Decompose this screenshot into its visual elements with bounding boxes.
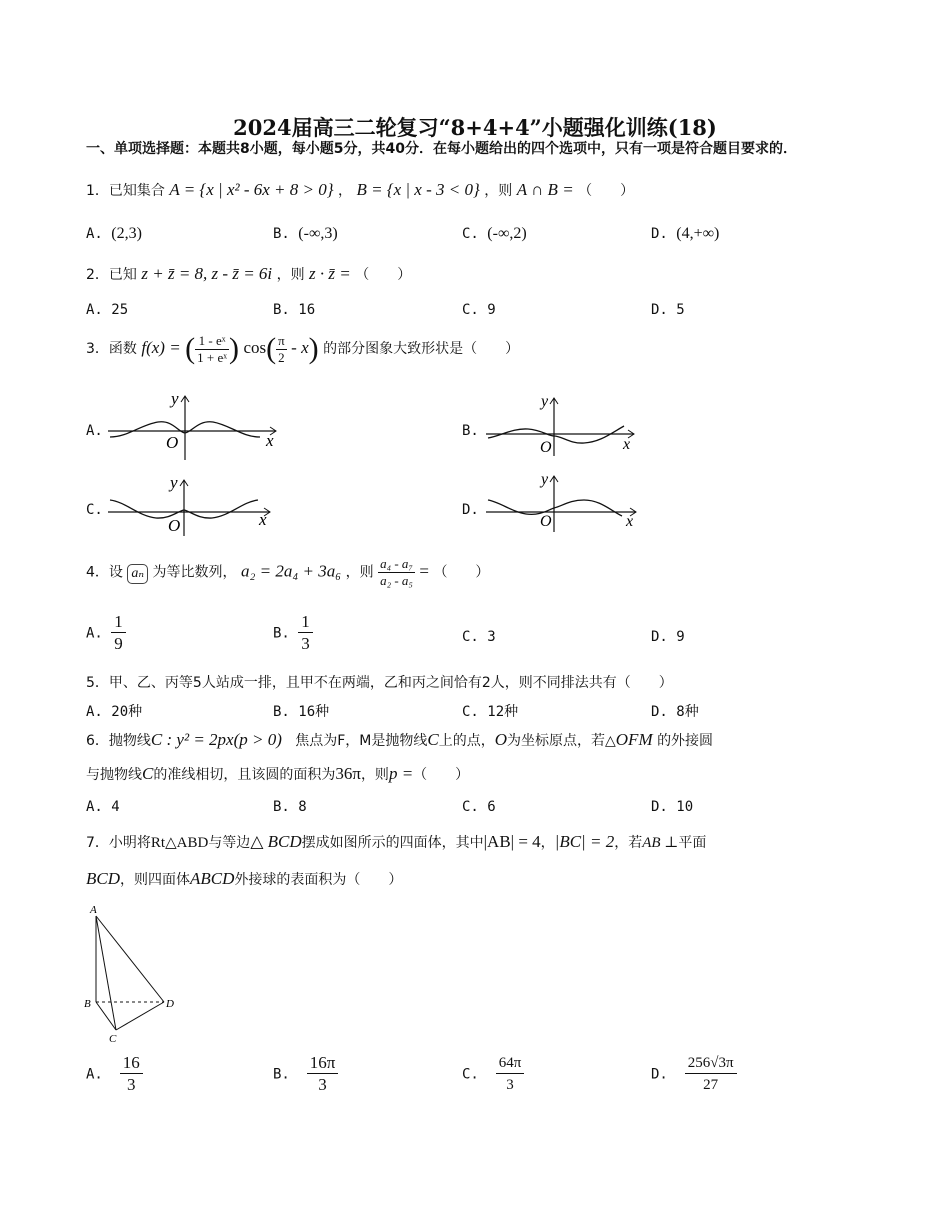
option-label: B. xyxy=(273,799,290,815)
option-label: B. xyxy=(273,226,290,242)
q4-numerator: a₄ - a₇ xyxy=(380,556,413,571)
q4-option-c[interactable] xyxy=(462,629,496,645)
option-label: D. xyxy=(651,799,668,815)
q7-line2b: ，则四面体 xyxy=(120,872,190,888)
q7-comma: ， xyxy=(540,835,555,851)
q6-ask: p = xyxy=(388,764,414,783)
q1-option-b[interactable] xyxy=(273,225,338,243)
numerator: 1 xyxy=(111,612,126,633)
option-label: D. xyxy=(651,226,668,242)
q2-option-d[interactable] xyxy=(651,302,685,318)
numerator: 16π xyxy=(307,1053,339,1074)
option-label: B. xyxy=(273,704,290,720)
x-label: x xyxy=(626,513,634,530)
numerator: 64π xyxy=(496,1053,525,1074)
numerator: 256√3π xyxy=(685,1053,737,1074)
q7-option-a[interactable] xyxy=(86,1053,143,1096)
q3-option-c[interactable]: C. xyxy=(86,502,103,518)
q7-option-d[interactable] xyxy=(651,1053,737,1096)
y-label: y xyxy=(171,389,179,408)
q6-part4: 的外接圆 xyxy=(657,733,714,749)
option-value: (4,+∞) xyxy=(676,225,720,242)
option-label: C. xyxy=(462,799,479,815)
origin-label: O xyxy=(540,439,552,456)
q3-graph-b xyxy=(486,392,641,457)
option-fraction xyxy=(120,1053,143,1096)
denominator: 3 xyxy=(318,1075,327,1094)
q6-area: 36π xyxy=(335,764,361,783)
option-label: A. xyxy=(86,1066,103,1083)
q3-option-a[interactable]: A. xyxy=(86,423,103,439)
edge-cd xyxy=(116,1002,164,1030)
option-value: 5 xyxy=(676,302,685,318)
question-7-line-1 xyxy=(86,832,706,852)
q6-option-b[interactable] xyxy=(273,799,307,815)
option-label: A. xyxy=(86,226,103,242)
q2-option-b[interactable] xyxy=(273,302,315,318)
option-fraction xyxy=(111,612,126,655)
vertex-b-label: B xyxy=(84,998,91,1010)
option-label: C. xyxy=(462,302,479,318)
q3-function: f(x) = xyxy=(141,338,181,357)
option-fraction xyxy=(307,1053,339,1096)
q6-option-c[interactable] xyxy=(462,799,496,815)
option-label: B. xyxy=(273,302,290,318)
q1-blank: （ ） xyxy=(578,183,635,199)
option-value: (2,3) xyxy=(111,225,142,242)
vertex-c-label: C xyxy=(109,1033,117,1045)
q3-lead: 3．函数 xyxy=(86,341,137,357)
q3-rest: 的部分图象大致形状是（ ） xyxy=(323,341,520,357)
numerator: 16 xyxy=(120,1053,143,1074)
option-value: (-∞,3) xyxy=(298,225,338,242)
q2-ask: z · z̄ = xyxy=(309,264,351,283)
q5-option-c[interactable] xyxy=(462,701,518,721)
q3-pi-fraction xyxy=(276,333,287,366)
denominator: 3 xyxy=(506,1077,514,1093)
question-5: 5．甲、乙、丙等5人站成一排，且甲不在两端，乙和丙之间恰有2人，则不同排法共有（ ） xyxy=(86,675,673,691)
option-label: A. xyxy=(86,625,103,642)
q7-abcd: ABCD xyxy=(190,869,235,888)
q7-part1: 与等边 xyxy=(208,835,251,851)
q4-fraction xyxy=(378,556,415,589)
q1-comma: ， xyxy=(337,183,352,199)
q6-line2b: 的准线相切，且该圆的面积为 xyxy=(153,767,336,783)
option-value: 9 xyxy=(487,302,496,318)
q7-ab: |AB| = 4 xyxy=(483,832,541,851)
question-4 xyxy=(86,556,489,589)
q7-part2: 摆成如图所示的四面体，其中 xyxy=(301,835,484,851)
q3-minus-x: - x xyxy=(291,338,309,357)
q6-part2: 上的点， xyxy=(438,733,495,749)
q4-mid: 为等比数列， xyxy=(152,564,237,581)
q3-right-paren: ) xyxy=(229,332,239,365)
q1-option-c[interactable] xyxy=(462,225,527,243)
q6-part3: 为坐标原点，若△ xyxy=(507,733,616,749)
q3-cos-right-paren: ) xyxy=(308,332,319,365)
option-label: D. xyxy=(651,704,668,720)
q6-curve: C : y² = 2px(p > 0) xyxy=(150,730,282,749)
q6-line2c: ，则 xyxy=(360,767,389,783)
q4-option-d[interactable] xyxy=(651,629,685,645)
denominator: 27 xyxy=(703,1077,719,1093)
q4-lead: 4．设 xyxy=(86,564,123,581)
numerator: 1 xyxy=(298,612,313,633)
option-label: C. xyxy=(462,1066,479,1083)
q6-lead: 6．抛物线 xyxy=(86,733,151,749)
origin-label: O xyxy=(540,513,552,530)
q1-option-a[interactable] xyxy=(86,225,142,243)
page-title: 2024届高三二轮复习“8+4+4”小题强化训练(18) xyxy=(233,115,717,140)
option-value: 25 xyxy=(111,302,129,318)
question-7-line-2 xyxy=(86,869,402,889)
q4-sequence: aₙ xyxy=(127,564,148,584)
y-label: y xyxy=(541,393,549,410)
q4-then: ，则 xyxy=(345,564,374,581)
q3-option-d[interactable]: D. xyxy=(462,502,479,518)
curve xyxy=(488,500,622,516)
q6-ofm: OFM xyxy=(615,730,653,749)
q7-option-b[interactable] xyxy=(273,1053,338,1096)
option-value: 10 xyxy=(676,799,694,815)
q6-option-d[interactable] xyxy=(651,799,693,815)
denominator: 3 xyxy=(301,634,310,653)
q1-set-b: B = {x | x - 3 < 0} xyxy=(356,180,480,199)
q2-blank: （ ） xyxy=(355,267,412,283)
q4-option-b[interactable] xyxy=(273,612,313,655)
option-value: 8 xyxy=(298,799,307,815)
q6-o: O xyxy=(494,730,507,749)
question-3 xyxy=(86,332,519,366)
q6-option-a[interactable] xyxy=(86,799,120,815)
q7-tri2: △ BCD xyxy=(250,832,302,851)
option-label: B. xyxy=(273,1066,290,1083)
option-value: (-∞,2) xyxy=(487,225,527,242)
option-value: 12种 xyxy=(487,704,519,720)
q6-blank: （ ） xyxy=(413,767,470,783)
q3-fraction xyxy=(195,333,229,366)
section-heading: 一、单项选择题：本题共8小题，每小题5分，共40分．在每小题给出的四个选项中，只有一项是符合题目要求的． xyxy=(86,141,797,157)
q4-option-a[interactable] xyxy=(86,612,126,655)
q2-condition: z + z̄ = 8, z - z̄ = 6i xyxy=(141,264,273,283)
option-value: 3 xyxy=(487,629,496,645)
origin-label: O xyxy=(166,433,179,452)
q7-perp: AB ⊥ xyxy=(642,835,679,851)
q6-part1: 焦点为F，M是抛物线 xyxy=(295,733,428,749)
x-label: x xyxy=(259,510,267,529)
denominator: 3 xyxy=(126,1075,136,1094)
y-label: y xyxy=(170,474,178,492)
q6-line2a: 与抛物线 xyxy=(86,767,142,783)
q3-numerator: 1 - eˣ xyxy=(195,333,229,350)
vertex-d-label: D xyxy=(166,998,174,1010)
q6-c2: C xyxy=(142,764,154,783)
edge-ac xyxy=(96,916,116,1030)
question-6-line-1 xyxy=(86,730,713,750)
option-fraction xyxy=(496,1053,525,1096)
q7-tetrahedron-figure xyxy=(82,902,182,1047)
option-label: A. xyxy=(86,799,103,815)
option-label: D. xyxy=(651,1066,668,1083)
q3-cos: cos xyxy=(243,338,267,357)
question-2 xyxy=(86,264,411,284)
q4-equals: = xyxy=(419,561,429,581)
option-label: C. xyxy=(462,704,479,720)
q5-option-b[interactable] xyxy=(273,701,329,721)
option-value: 16 xyxy=(298,302,316,318)
q1-ask: A ∩ B = xyxy=(516,180,574,199)
q7-part3: ，若 xyxy=(614,835,643,851)
q7-part4: 平面 xyxy=(678,835,707,851)
q3-graph-a xyxy=(108,388,283,463)
y-label: y xyxy=(541,471,549,488)
option-fraction xyxy=(685,1053,737,1096)
q3-graph-d xyxy=(486,470,641,532)
q3-graph-c xyxy=(108,474,278,536)
edge-ad xyxy=(96,916,164,1002)
q2-then: ，则 xyxy=(276,267,305,283)
q7-bc: |BC| = 2 xyxy=(554,832,615,851)
option-value: 4 xyxy=(111,799,120,815)
q3-left-paren: ( xyxy=(185,332,196,365)
q7-tri1: Rt△ABD xyxy=(150,835,209,851)
option-label: B. xyxy=(273,625,290,642)
q7-option-c[interactable] xyxy=(462,1053,524,1096)
option-label: C. xyxy=(462,226,479,242)
q1-then: ，则 xyxy=(484,183,513,199)
x-label: x xyxy=(623,436,631,453)
option-value: 8种 xyxy=(676,704,699,720)
q4-denominator: a₂ - a₅ xyxy=(380,573,413,588)
q1-set-a: A = {x | x² - 6x + 8 > 0} xyxy=(169,180,334,199)
option-value: 20种 xyxy=(111,704,143,720)
option-label: D. xyxy=(651,629,668,645)
q2-option-c[interactable] xyxy=(462,302,496,318)
q1-option-d[interactable] xyxy=(651,225,719,243)
q7-line2c: 外接球的表面积为（ ） xyxy=(234,872,403,888)
q4-condition: a₂ = 2a₄ + 3a₆ xyxy=(240,561,342,581)
q6-c1: C xyxy=(427,730,439,749)
option-label: D. xyxy=(651,302,668,318)
q2-option-a[interactable] xyxy=(86,302,128,318)
option-label: A. xyxy=(86,704,103,720)
option-value: 16种 xyxy=(298,704,330,720)
vertex-a-label: A xyxy=(90,904,97,916)
q3-option-b[interactable]: B. xyxy=(462,423,479,439)
x-label: x xyxy=(266,431,274,450)
q4-blank: （ ） xyxy=(433,564,490,581)
denominator: 9 xyxy=(114,634,123,653)
option-value: 6 xyxy=(487,799,496,815)
q2-lead: 2．已知 xyxy=(86,267,137,283)
option-label: A. xyxy=(86,302,103,318)
q3-pi: π xyxy=(278,332,285,348)
option-label: C. xyxy=(462,629,479,645)
q7-line2a: BCD xyxy=(86,869,120,888)
q1-lead: 1．已知集合 xyxy=(86,183,165,199)
edge-bc xyxy=(96,1002,116,1030)
option-fraction xyxy=(298,612,313,655)
question-1 xyxy=(86,180,634,200)
option-value: 9 xyxy=(676,629,685,645)
q5-option-a[interactable] xyxy=(86,701,142,721)
q3-denominator: 1 + eˣ xyxy=(197,349,227,365)
q3-cos-left-paren: ( xyxy=(266,332,277,365)
question-6-line-2 xyxy=(86,764,469,784)
q3-two: 2 xyxy=(278,349,285,365)
origin-label: O xyxy=(168,516,181,535)
q5-option-d[interactable] xyxy=(651,701,699,721)
q7-lead: 7．小明将 xyxy=(86,835,151,851)
